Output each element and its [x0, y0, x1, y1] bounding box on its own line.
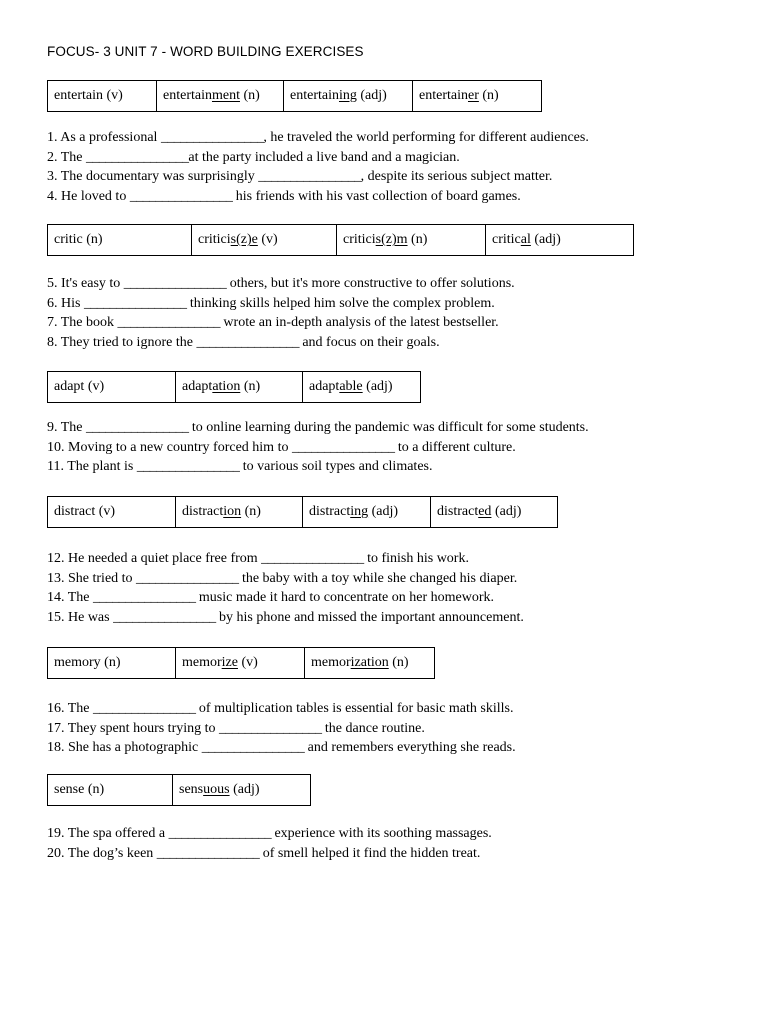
answer-blank[interactable]: ________________	[83, 295, 187, 311]
word-cell: critic (n)	[48, 225, 192, 255]
answer-blank[interactable]: ________________	[136, 459, 240, 474]
question: 20. The dog’s keen ________________ of smell helped it find the hidden treat.	[47, 845, 481, 861]
question: 18. She has a photographic ________________ and remembers everything she reads.	[47, 740, 516, 755]
answer-blank[interactable]: ________________	[93, 590, 196, 605]
question: 13. She tried to ________________ the baby with a toy while she changed his diaper.	[47, 570, 518, 586]
question: 6. His ________________ thinking skills helped him solve the complex problem.	[47, 295, 495, 311]
question-list	[47, 418, 589, 477]
answer-blank[interactable]: ________________	[129, 188, 233, 204]
word-cell: memorization (n)	[311, 655, 409, 670]
word-cell: entertainer (n)	[419, 88, 499, 103]
word-cell: adapt (v)	[48, 372, 176, 402]
answer-blank[interactable]: ________________	[291, 439, 395, 455]
answer-blank[interactable]: ________________	[201, 740, 305, 755]
word-table-adapt	[47, 371, 421, 403]
question: 17. They spent hours trying to ________________ the dance routine.	[47, 720, 425, 736]
word-table-entertain	[47, 80, 542, 112]
word-cell: sense (n)	[48, 775, 173, 805]
question: 3. The documentary was surprisingly ________________, despite its serious subject matter.	[47, 169, 553, 184]
word-table-distract	[47, 496, 558, 528]
question-list	[47, 699, 516, 758]
word-cell: distracting (adj)	[303, 497, 431, 527]
word-cell: criticis(z)e (v)	[192, 225, 337, 255]
word-cell: distraction (n)	[176, 497, 303, 527]
word-cell: criticis(z)m (n)	[337, 225, 486, 255]
word-table-memory	[47, 647, 435, 679]
answer-blank[interactable]: ________________	[113, 609, 216, 625]
word-cell: distract (v)	[48, 497, 176, 527]
word-table-sense	[47, 774, 311, 806]
answer-blank[interactable]: ________________	[261, 551, 364, 566]
answer-blank[interactable]: ________________	[86, 420, 189, 435]
question: 19. The spa offered a ________________ experience with its soothing massages.	[47, 826, 492, 841]
question: 1. As a professional ________________, he traveled the world performing for different audiences.	[47, 130, 589, 145]
word-cell: entertaining (adj)	[284, 81, 413, 111]
answer-blank[interactable]: ________________	[196, 334, 299, 350]
question: 16. The ________________ of multiplication tables is essential for basic math skills.	[47, 701, 514, 716]
question: 11. The plant is ________________ to various soil types and climates.	[47, 459, 433, 474]
question: 10. Moving to a new country forced him to ________________ to a different culture.	[47, 439, 516, 455]
answer-blank[interactable]: ________________	[156, 845, 260, 861]
question-list	[47, 824, 492, 863]
answer-blank[interactable]: ________________	[93, 701, 196, 716]
answer-blank[interactable]: ________________	[86, 149, 189, 165]
question-list	[47, 549, 524, 627]
answer-blank[interactable]: ________________	[136, 570, 239, 586]
question: 7. The book ________________ wrote an in-depth analysis of the latest bestseller.	[47, 315, 499, 330]
word-table-critic	[47, 224, 634, 256]
question-list	[47, 128, 589, 206]
question-list	[47, 274, 515, 352]
question: 4. He loved to ________________ his friends with his vast collection of board games.	[47, 188, 521, 204]
question: 14. The ________________ music made it hard to concentrate on her homework.	[47, 590, 494, 605]
answer-blank[interactable]: ________________	[117, 315, 220, 330]
question: 15. He was ________________ by his phone and missed the important announcement.	[47, 609, 524, 625]
answer-blank[interactable]: ________________	[160, 130, 264, 145]
word-cell: sensuous (adj)	[179, 782, 260, 797]
answer-blank[interactable]: ________________	[219, 720, 322, 736]
question: 5. It's easy to ________________ others, but it's more constructive to offer solutions.	[47, 276, 515, 291]
word-cell: memory (n)	[48, 648, 176, 678]
question: 8. They tried to ignore the ________________ and focus on their goals.	[47, 334, 440, 350]
word-cell: entertain (v)	[48, 81, 157, 111]
word-cell: adaptation (n)	[176, 372, 303, 402]
word-cell: entertainment (n)	[157, 81, 284, 111]
word-cell: adaptable (adj)	[309, 379, 393, 394]
answer-blank[interactable]: ________________	[258, 169, 361, 184]
answer-blank[interactable]: ________________	[123, 276, 227, 291]
question: 2. The ________________at the party included a live band and a magician.	[47, 149, 460, 165]
word-cell: memorize (v)	[176, 648, 305, 678]
question: 12. He needed a quiet place free from ________________ to finish his work.	[47, 551, 469, 566]
page-title: FOCUS- 3 UNIT 7 - WORD BUILDING EXERCISES	[47, 44, 364, 59]
answer-blank[interactable]: ________________	[168, 826, 271, 841]
word-cell: distracted (adj)	[437, 504, 522, 519]
question: 9. The ________________ to online learning during the pandemic was difficult for some students.	[47, 420, 589, 435]
word-cell: critical (adj)	[492, 232, 561, 247]
